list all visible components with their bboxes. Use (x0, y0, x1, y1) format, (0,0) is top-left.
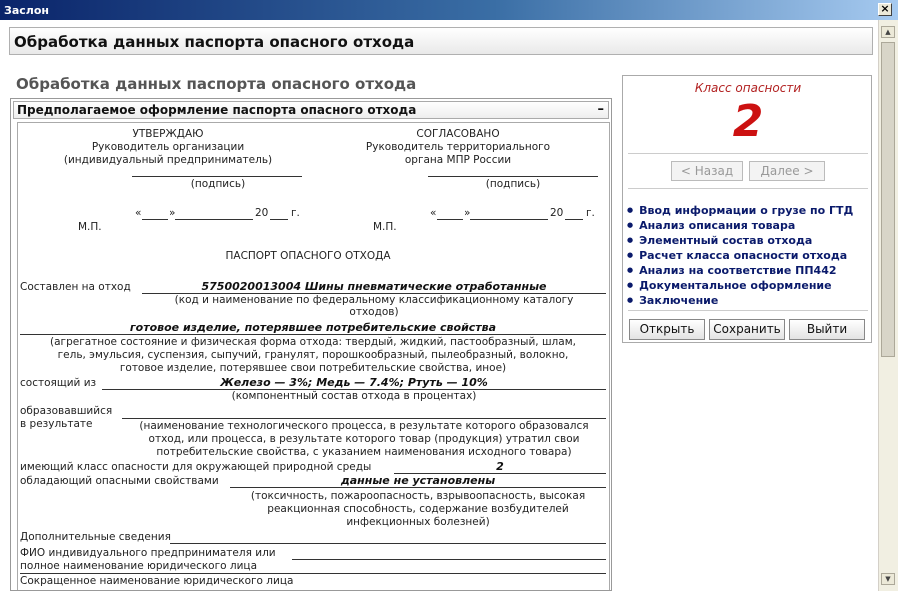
approve-year-line (270, 219, 288, 220)
short-name-label: Сокращенное наименование юридического лица (20, 575, 294, 587)
formed-label-2: в результате (20, 418, 93, 430)
scroll-up-button[interactable]: ▲ (881, 26, 895, 38)
agree-role: Руководитель территориального (365, 141, 551, 153)
agree-year-line (565, 219, 583, 220)
collapse-button[interactable]: – (597, 102, 604, 117)
open-button[interactable]: Открыть (629, 319, 705, 340)
form-section-header[interactable] (13, 101, 609, 119)
passport-document (17, 122, 610, 591)
step-documentation[interactable]: ● Документальное оформление (627, 278, 871, 293)
scroll-thumb[interactable] (881, 42, 895, 357)
step-conclusion[interactable]: ● Заключение (627, 293, 871, 308)
properties-value: данные не установлены (340, 474, 496, 487)
composition-value: Железо — 3%; Медь — 7.4%; Ртуть — 10% (220, 376, 488, 389)
formed-label-1: образовавшийся (20, 405, 113, 417)
approve-role: Руководитель организации (91, 141, 245, 153)
hazard-value: 2 (496, 460, 504, 473)
state-note-1: (агрегатное состояние и физическая форма отхода: твердый, жидкий, пастообразный, шлам, (50, 336, 576, 348)
step-cargo-input[interactable]: ● Ввод информации о грузе по ГТД (627, 203, 871, 218)
state-note-3: готовое изделие, потерявшее свои потребительские свойства, иное) (119, 362, 507, 374)
state-note-2: гель, эмульсия, суспензия, сыпучий, гранулят, порошкообразный, пылеобразный, волокно, (57, 349, 569, 361)
waste-note-2: отходов) (349, 306, 399, 318)
window-titlebar (0, 0, 898, 20)
section-title: Обработка данных паспорта опасного отхода (16, 75, 417, 93)
approve-month-line (175, 219, 253, 220)
agree-date-open: « (430, 207, 437, 219)
state-line (20, 334, 606, 335)
step-pp442-analysis[interactable]: ● Анализ на соответствие ПП442 (627, 263, 871, 278)
approve-date-year: 20 (255, 207, 269, 219)
agree-heading: СОГЛАСОВАНО (416, 128, 500, 140)
close-button[interactable]: × (878, 3, 892, 16)
agree-role-note: органа МПР России (404, 154, 512, 166)
fio-label-2: полное наименование юридического лица (20, 560, 257, 572)
passport-title: ПАСПОРТ ОПАСНОГО ОТХОДА (225, 250, 391, 262)
agree-date-year: 20 (550, 207, 564, 219)
waste-note-1: (код и наименование по федеральному классификационному каталогу (174, 294, 574, 306)
formed-note-1: (наименование технологического процесса, в результате которого образовался (139, 420, 589, 432)
next-button[interactable]: Далее > (749, 161, 825, 181)
fio-label-1: ФИО индивидуального предпринимателя или (20, 547, 276, 559)
exit-button[interactable]: Выйти (789, 319, 865, 340)
scroll-down-button[interactable]: ▼ (881, 573, 895, 585)
agree-day-line (437, 219, 463, 220)
properties-note-1: (токсичность, пожароопасность, взрывоопасность, высокая (250, 490, 586, 502)
agree-date-suffix: г. (586, 207, 595, 219)
approve-date-close: » (169, 207, 176, 219)
agree-month-line (470, 219, 548, 220)
vertical-scrollbar[interactable] (878, 20, 898, 591)
panel-divider-3 (628, 310, 868, 311)
agree-date-close: » (464, 207, 471, 219)
step-element-composition[interactable]: ● Элементный состав отхода (627, 233, 871, 248)
client-area (0, 20, 878, 591)
approve-date-open: « (135, 207, 142, 219)
properties-note-2: реакционная способность, содержание возбудителей (267, 503, 569, 515)
extra-line (170, 543, 606, 544)
passport-form-panel (10, 98, 612, 591)
hazard-class-panel (622, 75, 872, 343)
fio-line-2 (20, 573, 606, 574)
save-button[interactable]: Сохранить (709, 319, 785, 340)
properties-line (230, 487, 606, 488)
agree-signature-caption: (подпись) (485, 178, 541, 190)
back-button[interactable]: < Назад (671, 161, 743, 181)
step-description-analysis[interactable]: ● Анализ описания товара (627, 218, 871, 233)
approve-signature-line (132, 176, 302, 177)
panel-divider-1 (628, 153, 868, 154)
formed-note-3: потребительские свойства, с указанием наименования исходного товара) (156, 446, 572, 458)
hazard-class-value: 2 (732, 96, 764, 147)
state-value: готовое изделие, потерявшее потребительские свойства (129, 321, 497, 334)
fio-line (292, 559, 606, 560)
formed-line (122, 418, 606, 419)
hazard-label: имеющий класс опасности для окружающей природной среды (20, 461, 372, 473)
page-title: Обработка данных паспорта опасного отхода (14, 33, 415, 51)
agree-stamp: М.П. (373, 221, 397, 233)
approve-date-suffix: г. (291, 207, 300, 219)
extra-label: Дополнительные сведения (20, 531, 171, 543)
header-bar (9, 27, 873, 55)
panel-divider-2 (628, 188, 868, 189)
approve-day-line (142, 219, 168, 220)
composition-note: (компонентный состав отхода в процентах) (231, 390, 477, 402)
approve-role-note: (индивидуальный предприниматель) (63, 154, 273, 166)
approve-stamp: М.П. (78, 221, 102, 233)
approve-heading: УТВЕРЖДАЮ (132, 128, 204, 140)
properties-note-3: инфекционных болезней) (346, 516, 490, 528)
composition-label: состоящий из (20, 377, 97, 389)
compiled-label: Составлен на отход (20, 281, 131, 293)
properties-label: обладающий опасными свойствами (20, 475, 219, 487)
window-title: Заслон (4, 4, 49, 17)
waste-value: 5750020013004 Шины пневматические отработанные (201, 280, 547, 293)
approve-signature-caption: (подпись) (190, 178, 246, 190)
formed-note-2: отход, или процесса, в результате которого товар (продукция) утратил свои (148, 433, 580, 445)
form-section-title: Предполагаемое оформление паспорта опасного отхода (17, 103, 417, 117)
step-hazard-calculation[interactable]: ● Расчет класса опасности отхода (627, 248, 871, 263)
agree-signature-line (428, 176, 598, 177)
step-nav-list (627, 203, 871, 308)
hazard-class-label: Класс опасности (694, 81, 802, 95)
